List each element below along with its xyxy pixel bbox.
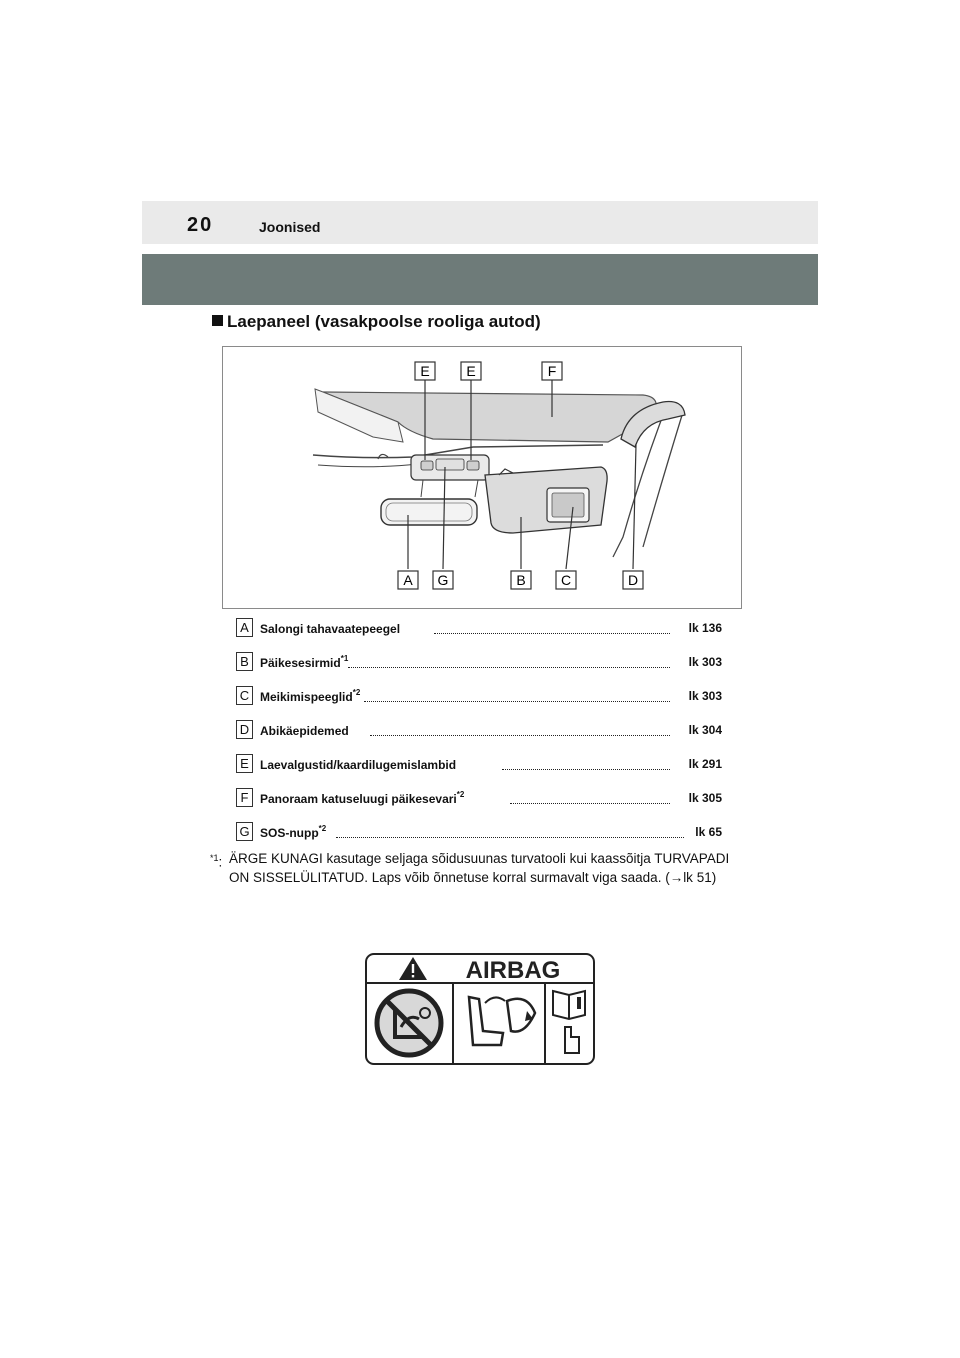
footnote xyxy=(210,849,740,887)
page-header-bar xyxy=(142,201,818,244)
item-label: SOS-nupp$^{*2}$ xyxy=(260,824,327,840)
item-label: Meikimispeeglid$^{*2}$ xyxy=(260,688,361,704)
item-letter: D xyxy=(236,720,253,739)
item-label: Laevalgustid/kaardilugemislambid xyxy=(260,758,457,772)
item-letter: A xyxy=(236,618,253,637)
callout-top-1 xyxy=(415,362,435,380)
airbag-warning-label xyxy=(365,953,595,1065)
section-title-text: Laepaneel (vasakpoolse rooliga autod) xyxy=(227,312,541,331)
item-page-ref: lk 303 xyxy=(688,655,722,669)
item-page-ref: lk 304 xyxy=(688,723,722,737)
item-page-ref: lk 65 xyxy=(695,825,722,839)
list-item xyxy=(236,720,722,754)
callout-bottom-4 xyxy=(556,571,576,589)
item-letter: F xyxy=(236,788,253,807)
dot-leader xyxy=(348,656,670,668)
item-label: Panoraam katuseluugi päikesevari$^{*2}$ xyxy=(260,790,465,806)
airbag-warning-illustration xyxy=(365,953,595,1065)
item-page-ref: lk 303 xyxy=(688,689,722,703)
overhead-console-illustration xyxy=(223,347,741,608)
overhead-console-figure xyxy=(222,346,742,609)
callout-bottom-2 xyxy=(433,571,453,589)
callout-bottom-5 xyxy=(623,571,643,589)
header-title: Joonised xyxy=(259,219,321,235)
item-letter: C xyxy=(236,686,253,705)
dot-leader xyxy=(434,622,670,634)
dot-leader xyxy=(364,690,670,702)
svg-text:C: C xyxy=(560,572,572,588)
dot-leader xyxy=(370,724,670,736)
callout-top-2 xyxy=(461,362,481,380)
dot-leader xyxy=(502,758,670,770)
callout-bottom-1 xyxy=(398,571,418,589)
dot-leader xyxy=(510,792,670,804)
footnote-mark: $^{*1}$: xyxy=(210,853,223,870)
list-item xyxy=(236,788,722,822)
list-item xyxy=(236,618,722,652)
list-item xyxy=(236,686,722,720)
item-letter: E xyxy=(236,754,253,773)
no-rear-facing-seat-icon xyxy=(377,991,441,1055)
section-title xyxy=(212,312,541,332)
item-label: Päikesesirmid$^{*1}$ xyxy=(260,654,349,670)
airbag-title: AIRBAG xyxy=(465,957,561,984)
item-letter: G xyxy=(236,822,253,841)
square-bullet-icon xyxy=(212,315,223,326)
footnote-text: ÄRGE KUNAGI kasutage seljaga sõidusuunas turvatooli kui kaassõitja TURVAPADI ON SISSELÜLITATUD. Laps võib õnnetuse korral surmavalt viga saada. (→lk 51) xyxy=(229,851,730,885)
item-list xyxy=(236,618,722,856)
svg-text:D: D xyxy=(627,572,639,588)
item-letter: B xyxy=(236,652,253,671)
dot-leader xyxy=(336,826,684,838)
item-page-ref: lk 136 xyxy=(688,621,722,635)
svg-text:E: E xyxy=(420,363,430,379)
list-item xyxy=(236,652,722,686)
section-band xyxy=(142,254,818,305)
svg-text:G: G xyxy=(437,572,449,588)
item-label: Salongi tahavaatepeegel xyxy=(260,622,401,636)
svg-text:A: A xyxy=(403,572,413,588)
svg-text:F: F xyxy=(547,363,557,379)
item-page-ref: lk 291 xyxy=(688,757,722,771)
list-item xyxy=(236,754,722,788)
svg-text:B: B xyxy=(516,572,526,588)
callout-bottom-3 xyxy=(511,571,531,589)
callout-top-3 xyxy=(542,362,562,380)
page-number: 20 xyxy=(187,214,214,236)
item-page-ref: lk 305 xyxy=(688,791,722,805)
svg-text:E: E xyxy=(466,363,476,379)
item-label: Abikäepidemed xyxy=(260,724,349,738)
